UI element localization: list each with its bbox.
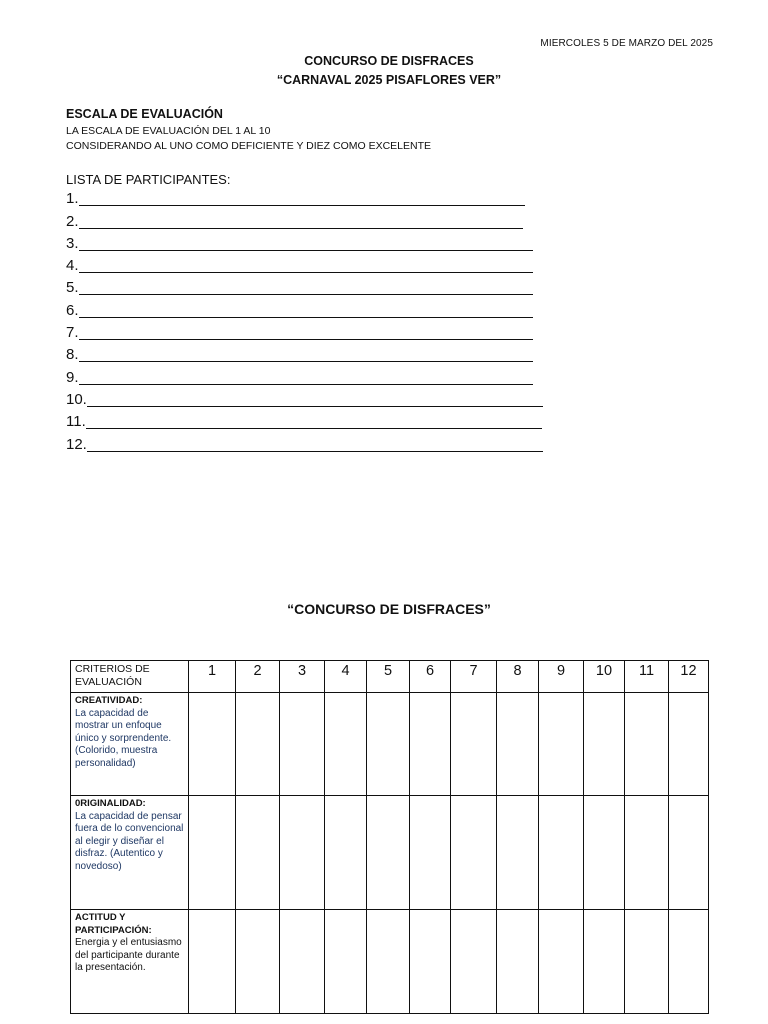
participant-number: 7. bbox=[66, 324, 79, 342]
score-cell[interactable] bbox=[625, 796, 669, 910]
score-cell[interactable] bbox=[280, 693, 325, 796]
score-cell[interactable] bbox=[189, 910, 236, 1014]
score-cell[interactable] bbox=[669, 910, 709, 1014]
participant-name-blank[interactable] bbox=[79, 190, 525, 206]
participant-name-blank[interactable] bbox=[79, 279, 533, 295]
scale-description-2: CONSIDERANDO AL UNO COMO DEFICIENTE Y DIEZ COMO EXCELENTE bbox=[66, 140, 432, 152]
score-cell[interactable] bbox=[325, 910, 367, 1014]
table-title: “CONCURSO DE DISFRACES” bbox=[287, 601, 491, 617]
score-cell[interactable] bbox=[325, 693, 367, 796]
score-cell[interactable] bbox=[189, 796, 236, 910]
participant-number: 12. bbox=[66, 435, 87, 453]
participant-number: 11. bbox=[66, 413, 86, 431]
participant-name-blank[interactable] bbox=[79, 369, 533, 385]
participant-line bbox=[66, 366, 543, 388]
participant-name-blank[interactable] bbox=[79, 213, 523, 229]
participant-line bbox=[66, 277, 543, 299]
score-cell[interactable] bbox=[625, 693, 669, 796]
criteria-name: CREATIVIDAD: bbox=[75, 695, 143, 706]
participant-line bbox=[66, 322, 543, 344]
score-cell[interactable] bbox=[236, 693, 280, 796]
participant-number: 9. bbox=[66, 368, 79, 386]
scale-description-1: LA ESCALA DE EVALUACIÓN DEL 1 AL 10 bbox=[66, 125, 271, 137]
table-header-row bbox=[71, 661, 709, 693]
score-cell[interactable] bbox=[539, 910, 584, 1014]
score-cell[interactable] bbox=[584, 796, 625, 910]
score-cell[interactable] bbox=[410, 693, 451, 796]
participants-list bbox=[66, 188, 543, 456]
participants-heading: LISTA DE PARTICIPANTES: bbox=[66, 172, 231, 187]
participant-name-blank[interactable] bbox=[79, 346, 533, 362]
participant-number: 8. bbox=[66, 346, 79, 364]
participant-column-header: 3 bbox=[280, 661, 325, 693]
participant-number: 6. bbox=[66, 301, 79, 319]
participant-line bbox=[66, 433, 543, 455]
score-cell[interactable] bbox=[584, 910, 625, 1014]
criteria-description: La capacidad de pensar fuera de lo convencional al elegir y diseñar el disfraz. (Autentico y novedoso) bbox=[75, 810, 184, 872]
score-cell[interactable] bbox=[236, 796, 280, 910]
participant-column-header: 7 bbox=[451, 661, 497, 693]
score-cell[interactable] bbox=[669, 693, 709, 796]
participant-column-header: 4 bbox=[325, 661, 367, 693]
table-row-originalidad bbox=[71, 796, 709, 910]
criteria-description: La capacidad de mostrar un enfoque único y sorprendente. (Colorido, muestra personalidad) bbox=[75, 707, 172, 769]
participant-name-blank[interactable] bbox=[86, 413, 542, 429]
table-row-actitud bbox=[71, 910, 709, 1014]
score-cell[interactable] bbox=[280, 796, 325, 910]
score-cell[interactable] bbox=[367, 693, 410, 796]
table-row-creatividad bbox=[71, 693, 709, 796]
score-cell[interactable] bbox=[367, 796, 410, 910]
participant-column-header: 2 bbox=[236, 661, 280, 693]
participant-line bbox=[66, 299, 543, 321]
title-line-2: “CARNAVAL 2025 PISAFLORES VER” bbox=[276, 73, 502, 87]
participant-name-blank[interactable] bbox=[79, 257, 533, 273]
document-title bbox=[0, 52, 768, 90]
participant-number: 2. bbox=[66, 212, 79, 230]
score-cell[interactable] bbox=[410, 796, 451, 910]
criteria-name: ACTITUD Y PARTICIPACIÓN: bbox=[75, 912, 152, 936]
participant-column-header: 9 bbox=[539, 661, 584, 693]
score-cell[interactable] bbox=[451, 910, 497, 1014]
participant-number: 1. bbox=[66, 190, 79, 208]
criteria-name: 0RIGINALIDAD: bbox=[75, 798, 146, 809]
participant-line bbox=[66, 344, 543, 366]
participant-column-header: 1 bbox=[189, 661, 236, 693]
score-cell[interactable] bbox=[669, 796, 709, 910]
score-cell[interactable] bbox=[189, 693, 236, 796]
participant-name-blank[interactable] bbox=[79, 324, 533, 340]
participant-column-header: 8 bbox=[497, 661, 539, 693]
title-line-1: CONCURSO DE DISFRACES bbox=[304, 54, 474, 68]
participant-name-blank[interactable] bbox=[79, 302, 533, 318]
score-cell[interactable] bbox=[497, 693, 539, 796]
score-cell[interactable] bbox=[325, 796, 367, 910]
participant-name-blank[interactable] bbox=[87, 391, 543, 407]
score-cell[interactable] bbox=[625, 910, 669, 1014]
score-cell[interactable] bbox=[236, 910, 280, 1014]
participant-column-header: 12 bbox=[669, 661, 709, 693]
score-cell[interactable] bbox=[539, 693, 584, 796]
participant-name-blank[interactable] bbox=[79, 235, 533, 251]
score-cell[interactable] bbox=[539, 796, 584, 910]
participant-number: 10. bbox=[66, 390, 87, 408]
document-date: MIERCOLES 5 DE MARZO DEL 2025 bbox=[540, 38, 713, 49]
participant-line bbox=[66, 389, 543, 411]
criteria-cell bbox=[71, 693, 189, 796]
participant-line bbox=[66, 411, 543, 433]
participant-column-header: 6 bbox=[410, 661, 451, 693]
score-cell[interactable] bbox=[497, 796, 539, 910]
participant-column-header: 11 bbox=[625, 661, 669, 693]
evaluation-table bbox=[70, 660, 709, 1014]
participant-line bbox=[66, 210, 543, 232]
participant-line bbox=[66, 255, 543, 277]
participant-column-header: 10 bbox=[584, 661, 625, 693]
score-cell[interactable] bbox=[584, 693, 625, 796]
criteria-cell bbox=[71, 910, 189, 1014]
score-cell[interactable] bbox=[280, 910, 325, 1014]
score-cell[interactable] bbox=[367, 910, 410, 1014]
participant-line bbox=[66, 188, 543, 210]
participant-number: 5. bbox=[66, 279, 79, 297]
criteria-header: CRITERIOS DE EVALUACIÓN bbox=[71, 661, 189, 693]
participant-number: 4. bbox=[66, 257, 79, 275]
score-cell[interactable] bbox=[497, 910, 539, 1014]
criteria-cell bbox=[71, 796, 189, 910]
criteria-description: Energia y el entusiasmo del participante durante la presentación. bbox=[75, 937, 182, 974]
participant-line bbox=[66, 233, 543, 255]
participant-name-blank[interactable] bbox=[87, 436, 543, 452]
score-cell[interactable] bbox=[410, 910, 451, 1014]
scale-heading: ESCALA DE EVALUACIÓN bbox=[66, 107, 223, 121]
participant-column-header: 5 bbox=[367, 661, 410, 693]
score-cell[interactable] bbox=[451, 796, 497, 910]
score-cell[interactable] bbox=[451, 693, 497, 796]
participant-number: 3. bbox=[66, 234, 79, 252]
